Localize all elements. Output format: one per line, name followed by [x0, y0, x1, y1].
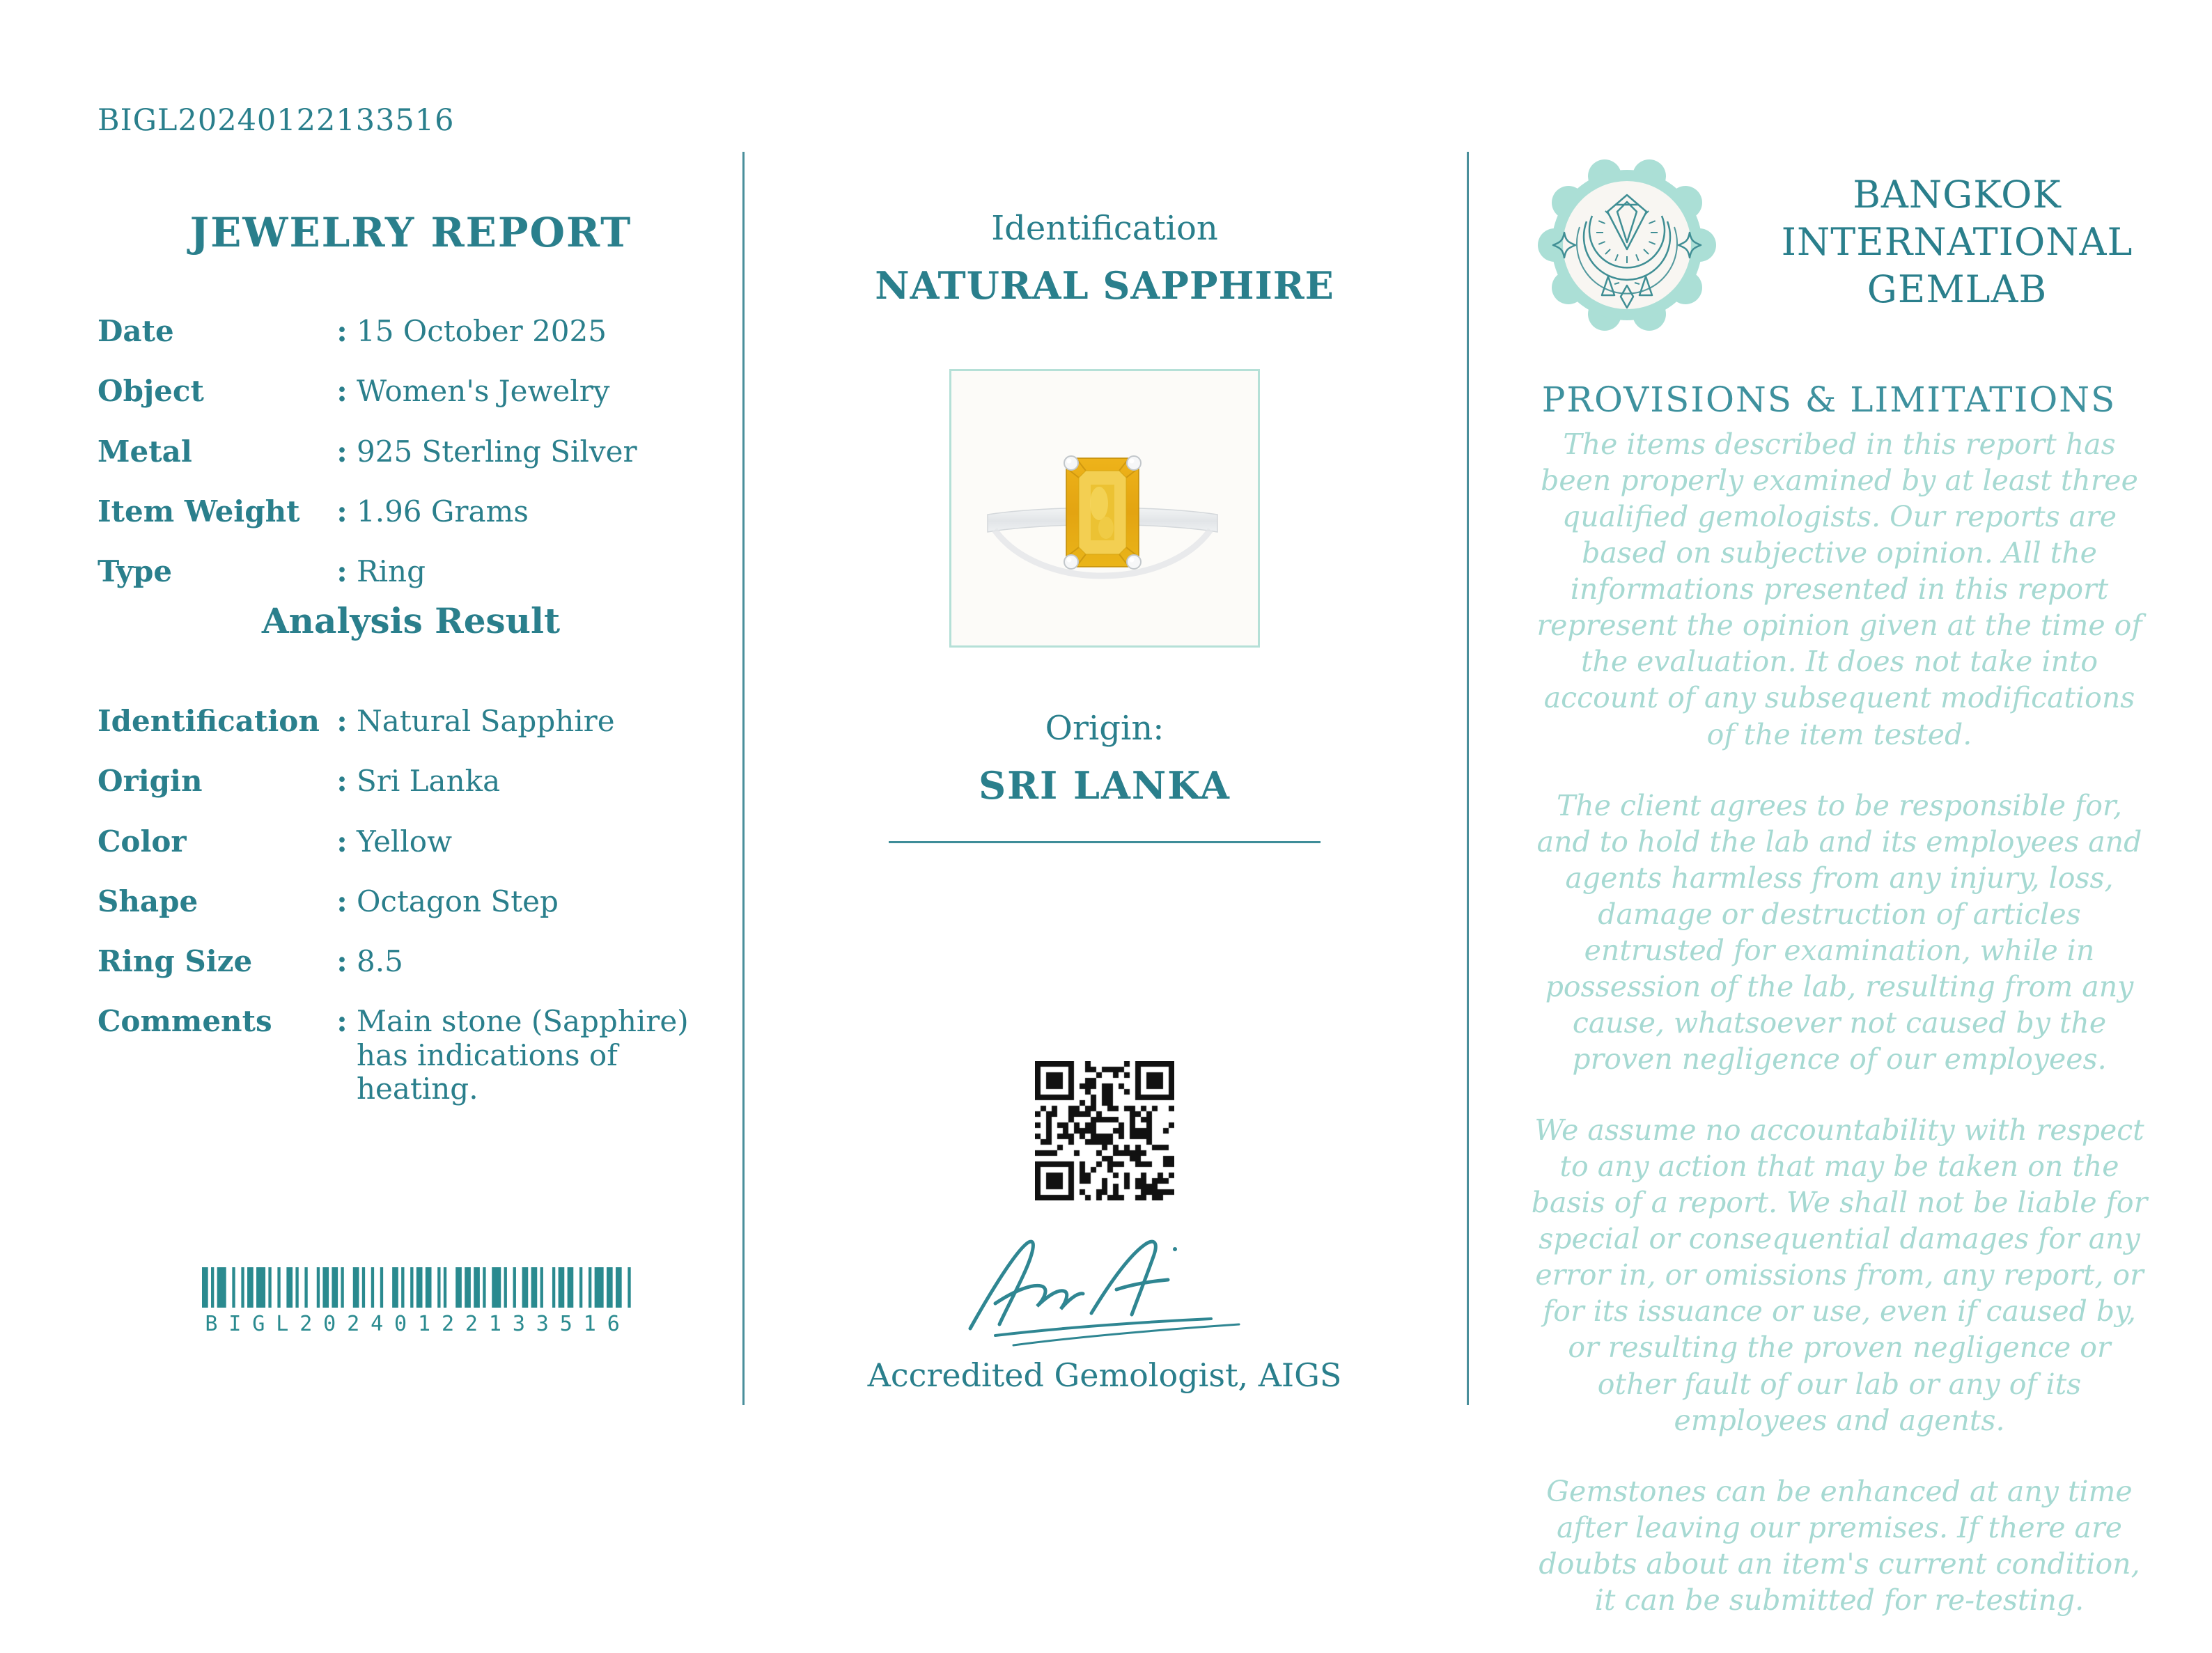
analysis-fields — [98, 705, 724, 1132]
field-row-comments — [98, 1005, 724, 1106]
barcode-bars — [202, 1267, 634, 1308]
field-label: Color — [98, 824, 187, 859]
jewelry-photo — [949, 369, 1260, 648]
field-colon: : — [336, 824, 348, 859]
field-row-origin — [98, 765, 724, 798]
field-row-date — [98, 315, 724, 348]
field-colon: : — [336, 434, 348, 469]
gemlab-logo-icon — [1536, 155, 1718, 336]
field-colon: : — [336, 1004, 348, 1039]
provisions-paragraph: We assume no accountability with respect to any action that may be taken on the basis of a report. We shall not be liable for special or consequential damages for any error in, or omissions from, any report, or for its issuance or use, even if caused by, or resulting the proven negligence or other fault of our lab or any of its employees and agents. — [1531, 1113, 2148, 1437]
barcode-text: BIGL20240122133516 — [205, 1312, 631, 1336]
field-value: 925 Sterling Silver — [357, 434, 637, 469]
gemlab-logo-svg — [1536, 155, 1718, 336]
field-label: Shape — [98, 884, 198, 918]
identification-section-label: Identification — [991, 209, 1218, 248]
field-value: Main stone (Sapphire) has indications of heating. — [357, 1004, 689, 1106]
field-label: Date — [98, 314, 174, 348]
provisions-title: PROVISIONS & LIMITATIONS — [1541, 379, 2117, 420]
field-row-identification — [98, 705, 724, 738]
analysis-result-title: Analysis Result — [261, 600, 561, 641]
provisions-paragraph: Gemstones can be enhanced at any time after leaving our premises. If there are doubts about an item's current condition, it can be submitted for re-testing. — [1539, 1474, 2140, 1617]
field-colon: : — [336, 314, 348, 348]
field-value: Sri Lanka — [357, 764, 501, 799]
field-label: Metal — [98, 434, 192, 469]
field-value: Women's Jewelry — [357, 374, 610, 409]
provisions-paragraph: The client agrees to be responsible for, and to hold the lab and its employees and agents harmless from any injury, loss, damage or destruction of articles entrusted for examination, while in possession of the lab, resulting from any cause, whatsoever not caused by the proven negligence of our employees. — [1536, 788, 2142, 1076]
field-label: Object — [98, 374, 204, 409]
field-row-type — [98, 555, 724, 588]
field-label: Origin — [98, 764, 203, 799]
field-label: Ring Size — [98, 944, 253, 979]
field-colon: : — [336, 944, 348, 979]
provisions-paragraphs — [1531, 426, 2148, 1653]
field-label: Type — [98, 554, 173, 589]
qr-code-canvas — [1035, 1061, 1174, 1200]
field-colon: : — [336, 554, 348, 589]
field-label: Comments — [98, 1004, 272, 1039]
field-row-metal — [98, 435, 724, 469]
signature-graphic — [955, 1212, 1254, 1358]
field-colon: : — [336, 764, 348, 799]
lab-name-line: BANGKOK — [1853, 173, 2062, 217]
lab-name-line: INTERNATIONAL — [1781, 220, 2133, 264]
report-number: BIGL20240122133516 — [98, 103, 455, 138]
field-row-ring-size — [98, 945, 724, 978]
field-row-object — [98, 375, 724, 408]
field-value: 1.96 Grams — [357, 494, 529, 528]
qr-code — [1035, 1061, 1174, 1200]
field-value: Octagon Step — [357, 884, 559, 918]
identification-value: NATURAL SAPPHIRE — [875, 263, 1334, 308]
jewelry-report-panel — [98, 0, 724, 1565]
field-value: Yellow — [357, 824, 453, 859]
field-colon: : — [336, 884, 348, 918]
origin-underline — [889, 841, 1321, 843]
origin-value: SRI LANKA — [979, 763, 1231, 808]
field-value: 8.5 — [357, 944, 403, 979]
field-value: 15 October 2025 — [357, 314, 607, 348]
provisions-paragraph: The items described in this report has been properly examined by at least three qualified gemologists. Our reports are based on subjective opinion. All the informations presented in this report represent the opinion given at the time of the evaluation. It does not take into account of any subsequent modifications of the item tested. — [1536, 428, 2142, 751]
report-fields — [98, 315, 724, 615]
lab-info-panel — [1467, 0, 2212, 1617]
signature-strokes — [955, 1212, 1254, 1358]
field-colon: : — [336, 374, 348, 409]
field-row-item-weight — [98, 495, 724, 528]
origin-label: Origin: — [1045, 709, 1165, 748]
field-label: Item Weight — [98, 494, 300, 528]
identification-panel — [742, 0, 1467, 1565]
ring-illustration — [951, 371, 1254, 641]
barcode — [202, 1267, 634, 1336]
field-value: Natural Sapphire — [357, 704, 615, 738]
field-row-shape — [98, 885, 724, 918]
field-colon: : — [336, 704, 348, 738]
field-row-color — [98, 825, 724, 859]
field-colon: : — [336, 494, 348, 528]
field-value: Ring — [357, 554, 426, 589]
jewelry-report-title: JEWELRY REPORT — [189, 209, 632, 256]
field-label: Identification — [98, 704, 320, 738]
lab-name-line: GEMLAB — [1867, 267, 2048, 311]
signer-title: Accredited Gemologist, AIGS — [867, 1356, 1342, 1394]
lab-name — [1734, 171, 2180, 313]
